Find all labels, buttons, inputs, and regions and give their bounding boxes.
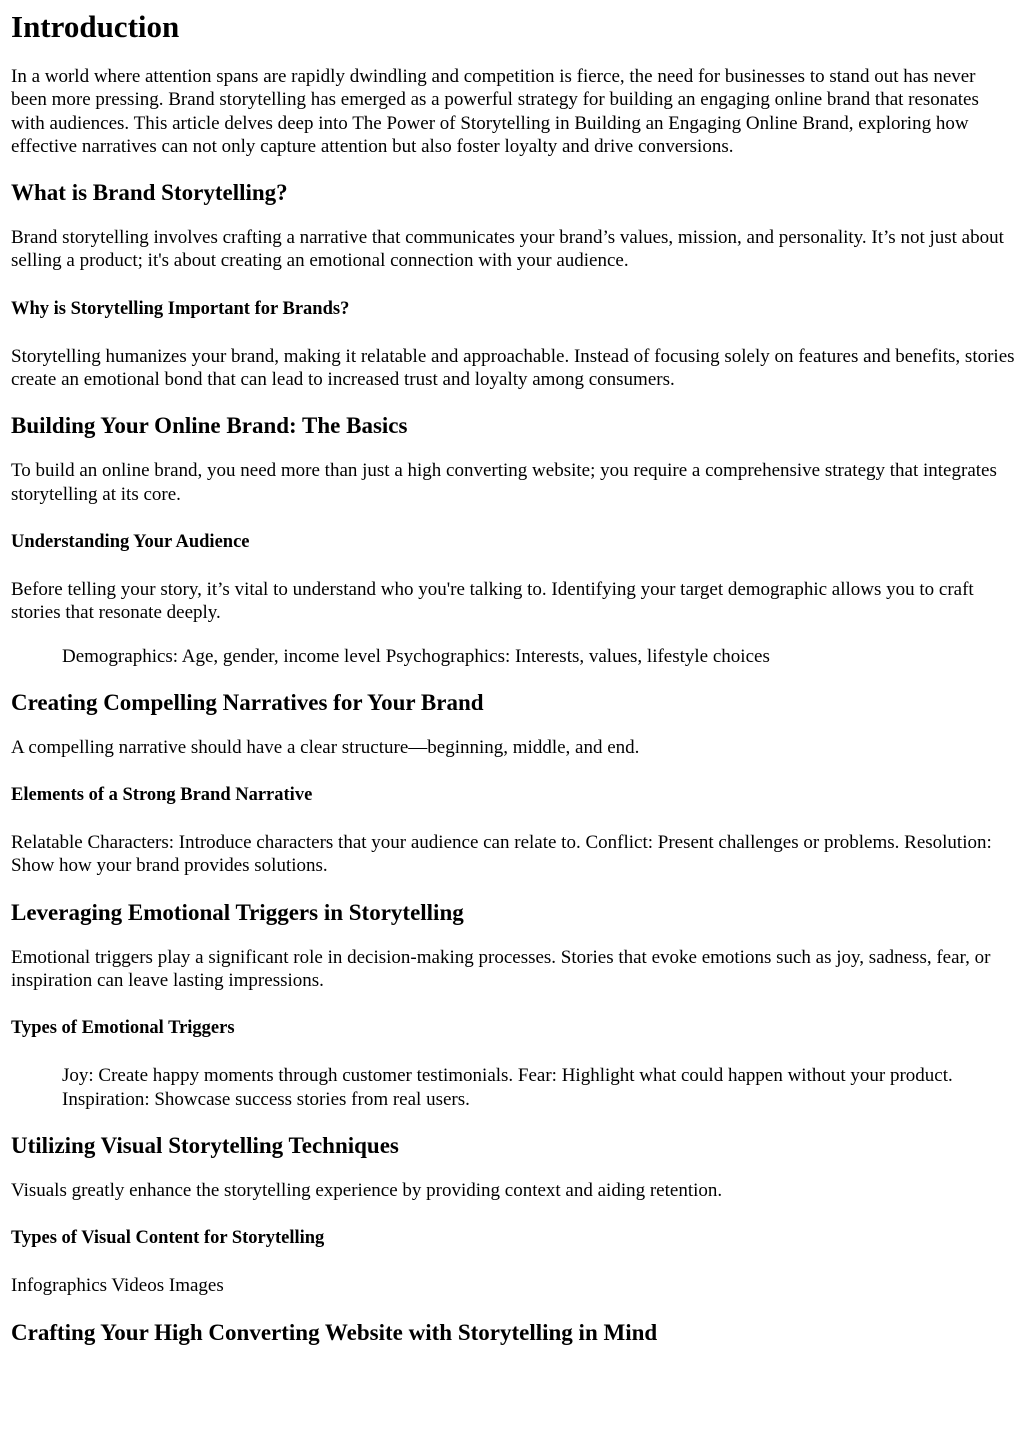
basics-heading: Building Your Online Brand: The Basics: [11, 413, 408, 439]
why-paragraph: Storytelling humanizes your brand, making it relatable and approachable. Instead of focusing solely on features and benefits, stories create an emotional bond that can lead to increased trust and loyalty among consumers.: [11, 345, 1015, 391]
visual-types-paragraph: Infographics Videos Images: [11, 1275, 224, 1297]
elements-heading: Elements of a Strong Brand Narrative: [11, 785, 313, 806]
triggers-heading: Types of Emotional Triggers: [11, 1018, 235, 1039]
why-heading: Why is Storytelling Important for Brands?: [11, 298, 350, 319]
website-heading: Crafting Your High Converting Website with Storytelling in Mind: [11, 1319, 658, 1345]
emotional-paragraph: Emotional triggers play a significant role in decision-making processes. Stories that evoke emotions such as joy, sadness, fear, or inspiration can leave lasting impressions.: [11, 946, 991, 992]
intro-paragraph: In a world where attention spans are rapidly dwindling and competition is fierce, the need for businesses to stand out has never been more pressing. Brand storytelling has emerged as a powerful strategy for building an engaging online brand that resonates with audiences. This article delves deep into The Power of Storytelling in Building an Engaging Online Brand, exploring how effective narratives can not only capture attention but also foster loyalty and drive conversions.: [11, 66, 979, 157]
narratives-paragraph: A compelling narrative should have a clear structure—beginning, middle, and end.: [11, 736, 640, 758]
narratives-heading: Creating Compelling Narratives for Your Brand: [11, 689, 484, 715]
audience-paragraph: Before telling your story, it’s vital to understand who you're talking to. Identifying your target demographic allows you to craft stories that resonate deeply.: [11, 578, 974, 624]
visual-types-heading: Types of Visual Content for Storytelling: [11, 1228, 325, 1249]
audience-heading: Understanding Your Audience: [11, 531, 250, 552]
audience-quote: Demographics: Age, gender, income level Psychographics: Interests, values, lifestyle choices: [62, 645, 770, 667]
intro-heading: Introduction: [11, 9, 180, 44]
article: [0, 9, 1024, 1346]
visual-paragraph: Visuals greatly enhance the storytelling experience by providing context and aiding retention.: [11, 1179, 723, 1201]
what-heading: What is Brand Storytelling?: [11, 180, 288, 206]
triggers-quote: Joy: Create happy moments through customer testimonials. Fear: Highlight what could happen without your product. Inspiration: Showcase success stories from real users.: [62, 1065, 953, 1110]
what-paragraph: Brand storytelling involves crafting a narrative that communicates your brand’s values, mission, and personality. It’s not just about selling a product; it's about creating an emotional connection with your audience.: [11, 227, 1004, 272]
visual-heading: Utilizing Visual Storytelling Techniques: [11, 1132, 399, 1158]
elements-paragraph: Relatable Characters: Introduce characters that your audience can relate to. Conflict: Present challenges or problems. Resolution: Show how your brand provides solutions.: [11, 832, 992, 877]
basics-paragraph: To build an online brand, you need more than just a high converting website; you require a comprehensive strategy that integrates storytelling at its core.: [11, 460, 997, 505]
emotional-heading: Leveraging Emotional Triggers in Storytelling: [11, 899, 464, 925]
